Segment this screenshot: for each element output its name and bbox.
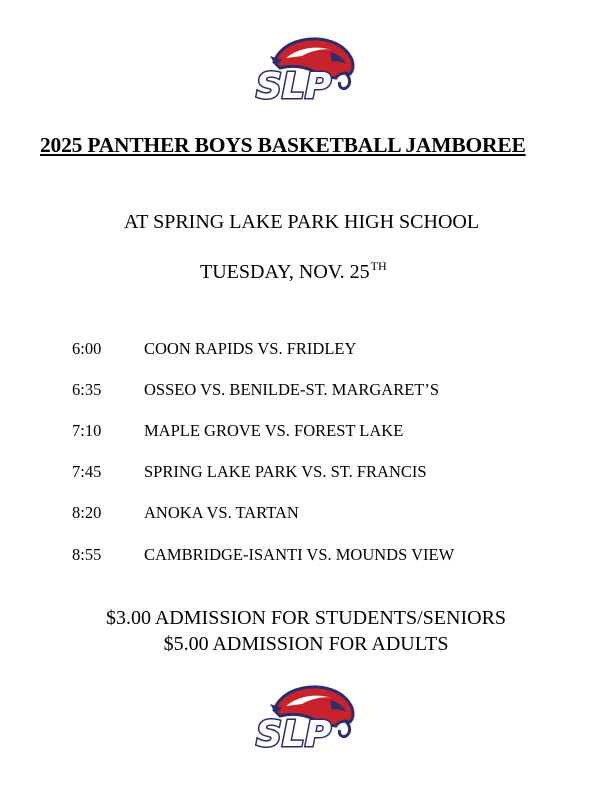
logo-lettering: SLP bbox=[256, 714, 332, 755]
game-time: 6:00 bbox=[72, 339, 102, 358]
game-time: 6:35 bbox=[72, 380, 102, 399]
slp-panther-logo-bottom bbox=[246, 676, 366, 756]
game-time: 7:10 bbox=[72, 421, 102, 440]
game-matchup: COON RAPIDS VS. FRIDLEY bbox=[144, 339, 357, 358]
game-row bbox=[72, 421, 403, 441]
game-row bbox=[72, 339, 356, 359]
event-date bbox=[200, 261, 387, 284]
logo-lettering: SLP bbox=[256, 66, 332, 107]
game-time: 8:20 bbox=[72, 503, 102, 522]
game-time: 8:55 bbox=[72, 545, 102, 564]
admission-adults: $5.00 ADMISSION FOR ADULTS bbox=[163, 633, 449, 655]
event-location: AT SPRING LAKE PARK HIGH SCHOOL bbox=[124, 211, 480, 233]
date-main: TUESDAY, NOV. 25 bbox=[200, 261, 370, 283]
admission-students: $3.00 ADMISSION FOR STUDENTS/SENIORS bbox=[105, 607, 507, 629]
game-matchup: ANOKA VS. TARTAN bbox=[144, 503, 299, 522]
game-matchup: CAMBRIDGE-ISANTI VS. MOUNDS VIEW bbox=[144, 545, 455, 564]
game-row bbox=[72, 380, 439, 400]
game-row bbox=[72, 545, 454, 565]
page-title: 2025 PANTHER BOYS BASKETBALL JAMBOREE bbox=[40, 133, 526, 157]
panther-logo-icon bbox=[246, 676, 366, 756]
game-matchup: MAPLE GROVE VS. FOREST LAKE bbox=[144, 421, 404, 440]
game-matchup: SPRING LAKE PARK VS. ST. FRANCIS bbox=[144, 462, 427, 481]
game-matchup: OSSEO VS. BENILDE-ST. MARGARET’S bbox=[144, 380, 440, 399]
game-row bbox=[72, 503, 299, 523]
slp-panther-logo-top bbox=[246, 28, 366, 108]
game-time: 7:45 bbox=[72, 462, 102, 481]
panther-logo-icon bbox=[246, 28, 366, 108]
date-suffix: TH bbox=[370, 259, 387, 273]
game-row bbox=[72, 462, 427, 482]
